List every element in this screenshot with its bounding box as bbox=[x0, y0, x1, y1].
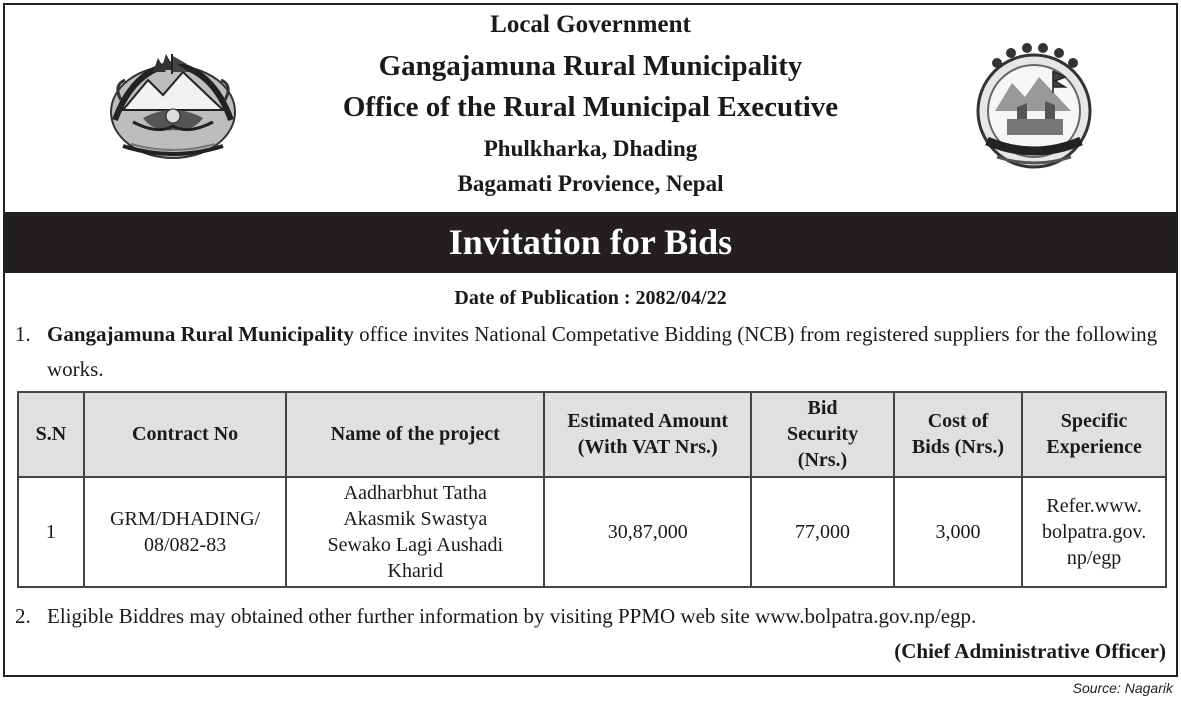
notice-header bbox=[5, 5, 1176, 210]
header-cost-of-bids: Cost of Bids (Nrs.) bbox=[894, 392, 1022, 477]
item-1-text: office invites National Competative Bidding (NCB) from registered suppliers for the following works. bbox=[47, 322, 1158, 381]
header-bid-security: Bid Security (Nrs.) bbox=[751, 392, 894, 477]
notice-frame bbox=[3, 3, 1178, 677]
header-province: Bagamati Provience, Nepal bbox=[457, 171, 724, 196]
header-local-government: Local Government bbox=[490, 11, 691, 38]
header-estimated-amount: Estimated Amount (With VAT Nrs.) bbox=[544, 392, 751, 477]
bids-table bbox=[17, 391, 1167, 588]
cell-contract-no: GRM/DHADING/ 08/082-83 bbox=[84, 477, 287, 587]
signature: (Chief Administrative Officer) bbox=[894, 639, 1166, 663]
cell-specific-experience: Refer.www. bolpatra.gov. np/egp bbox=[1022, 477, 1166, 587]
table-header-row bbox=[18, 392, 1166, 477]
cell-estimated-amount: 30,87,000 bbox=[544, 477, 751, 587]
source-credit: Source: Nagarik bbox=[1072, 680, 1173, 696]
table-row bbox=[18, 477, 1166, 587]
header-specific-experience: Specific Experience bbox=[1022, 392, 1166, 477]
municipality-bold: Gangajamuna Rural Municipality bbox=[47, 322, 354, 346]
publication-date: Date of Publication : 2082/04/22 bbox=[454, 287, 727, 309]
invitation-banner: Invitation for Bids bbox=[5, 212, 1176, 273]
cell-project-name: Aadharbhut Tatha Akasmik Swastya Sewako Lagi Aushadi Kharid bbox=[286, 477, 544, 587]
cell-bid-security: 77,000 bbox=[751, 477, 894, 587]
header-sn: S.N bbox=[18, 392, 84, 477]
header-project-name: Name of the project bbox=[286, 392, 544, 477]
cell-cost-of-bids: 3,000 bbox=[894, 477, 1022, 587]
header-office-name: Office of the Rural Municipal Executive bbox=[342, 91, 839, 123]
item-number: 1. bbox=[15, 322, 31, 346]
notice-item-2 bbox=[15, 599, 1170, 634]
header-address: Phulkharka, Dhading bbox=[483, 136, 698, 161]
gangajamuna-municipality-logo bbox=[967, 41, 1102, 176]
notice-item-1 bbox=[15, 317, 1170, 387]
header-contract-no: Contract No bbox=[84, 392, 287, 477]
cell-sn: 1 bbox=[18, 477, 84, 587]
item-number: 2. bbox=[15, 604, 31, 628]
header-municipality-name: Gangajamuna Rural Municipality bbox=[378, 50, 803, 82]
item-2-text: Eligible Biddres may obtained other further information by visiting PPMO web site www.bolpatra.gov.np/egp. bbox=[47, 604, 977, 628]
